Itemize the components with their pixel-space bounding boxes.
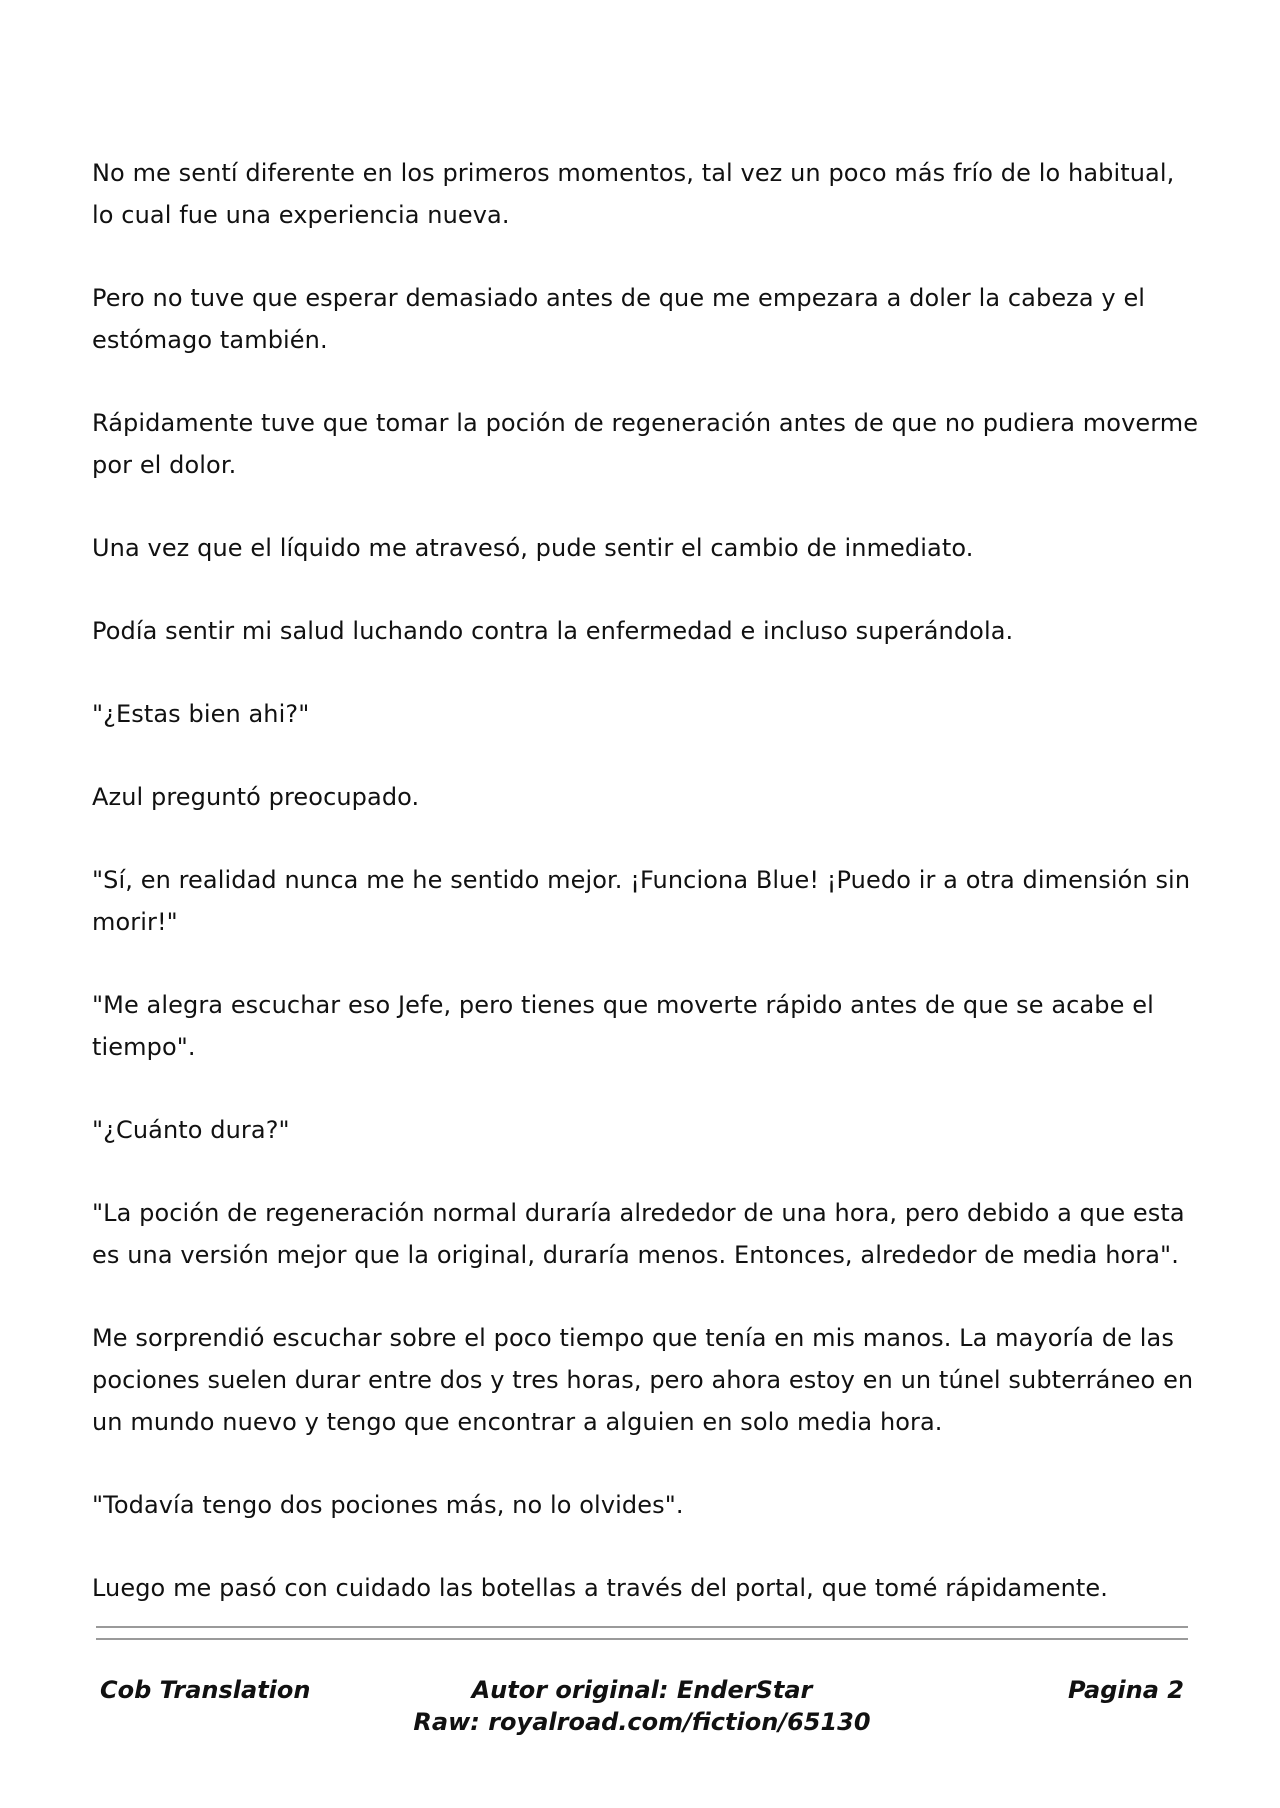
source-credits — [96, 1674, 1188, 1738]
paragraph: Rápidamente tuve que tomar la poción de regeneración antes de que no pudiera moverme por el dolor. — [92, 409, 1199, 479]
paragraph: "Todavía tengo dos pociones más, no lo olvides". — [92, 1491, 684, 1519]
paragraph: "¿Cuánto dura?" — [92, 1116, 290, 1144]
paragraph: "La poción de regeneración normal duraría alrededor de una hora, pero debido a que esta es una versión mejor que la original, duraría menos. Entonces, alrededor de media hora". — [92, 1199, 1185, 1269]
author-credit: Autor original: EnderStar — [471, 1676, 813, 1704]
paragraph: "¿Estas bien ahi?" — [92, 700, 310, 728]
translator-credit: Cob Translation — [100, 1676, 311, 1704]
paragraph: Podía sentir mi salud luchando contra la enfermedad e incluso superándola. — [92, 617, 1014, 645]
page-number: Pagina 2 — [1068, 1676, 1184, 1704]
paragraph: Azul preguntó preocupado. — [92, 783, 420, 811]
paragraph: "Sí, en realidad nunca me he sentido mejor. ¡Funciona Blue! ¡Puedo ir a otra dimensión sin morir!" — [92, 866, 1191, 936]
footer-divider-bottom — [96, 1638, 1188, 1640]
paragraph: Una vez que el líquido me atravesó, pude sentir el cambio de inmediato. — [92, 534, 974, 562]
paragraph: Me sorprendió escuchar sobre el poco tiempo que tenía en mis manos. La mayoría de las pociones suelen durar entre dos y tres horas, pero ahora estoy en un túnel subterráneo en un mundo nuevo y tengo que encontrar a alguien en solo media hora. — [92, 1324, 1194, 1436]
paragraph: Pero no tuve que esperar demasiado antes de que me empezara a doler la cabeza y el estómago también. — [92, 284, 1146, 354]
footer-divider-top — [96, 1626, 1188, 1628]
raw-source-link: Raw: royalroad.com/fiction/65130 — [413, 1708, 871, 1736]
chapter-body — [92, 152, 1202, 1650]
paragraph: Luego me pasó con cuidado las botellas a través del portal, que tomé rápidamente. — [92, 1574, 1108, 1602]
paragraph: "Me alegra escuchar eso Jefe, pero tienes que moverte rápido antes de que se acabe el tiempo". — [92, 991, 1154, 1061]
paragraph: No me sentí diferente en los primeros momentos, tal vez un poco más frío de lo habitual, lo cual fue una experiencia nueva. — [92, 159, 1175, 229]
